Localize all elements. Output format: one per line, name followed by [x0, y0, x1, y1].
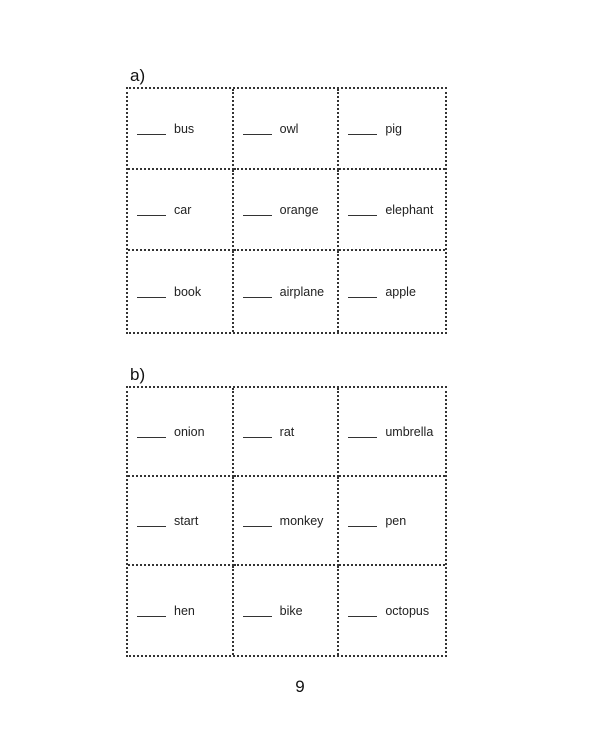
answer-blank[interactable]: [348, 286, 377, 298]
grid-cell: [234, 566, 340, 655]
answer-blank[interactable]: [137, 204, 166, 216]
word-label: onion: [174, 424, 205, 439]
word-grid-b: [126, 386, 447, 657]
answer-blank[interactable]: [137, 426, 166, 438]
grid-cell: [339, 477, 445, 566]
grid-cell: [234, 477, 340, 566]
word-label: bus: [174, 121, 195, 136]
word-label: start: [174, 513, 199, 528]
grid-cell: [234, 388, 340, 477]
grid-cell: [234, 170, 340, 251]
grid-cell: [128, 170, 234, 251]
word-label: pen: [385, 513, 407, 528]
answer-blank[interactable]: [348, 426, 377, 438]
grid-cell: [339, 388, 445, 477]
grid-cell: [128, 89, 234, 170]
grid-cell: [339, 89, 445, 170]
word-label: airplane: [279, 284, 325, 299]
word-label: book: [174, 284, 202, 299]
grid-cell: [339, 566, 445, 655]
word-label: owl: [279, 121, 299, 136]
word-label: octopus: [385, 603, 430, 618]
word-label: orange: [279, 202, 319, 217]
answer-blank[interactable]: [137, 123, 166, 135]
answer-blank[interactable]: [348, 123, 377, 135]
grid-cell: [128, 251, 234, 332]
grid-cell: [339, 251, 445, 332]
page-number: 9: [295, 677, 305, 696]
answer-blank[interactable]: [243, 204, 272, 216]
answer-blank[interactable]: [243, 286, 272, 298]
grid-cell: [128, 477, 234, 566]
answer-blank[interactable]: [243, 426, 272, 438]
word-label: umbrella: [385, 424, 434, 439]
word-label: rat: [279, 424, 295, 439]
word-label: monkey: [279, 513, 324, 528]
grid-cell: [234, 89, 340, 170]
answer-blank[interactable]: [243, 123, 272, 135]
word-label: apple: [385, 284, 416, 299]
grid-cell: [128, 566, 234, 655]
word-label: hen: [174, 603, 195, 618]
word-grid-a: [126, 87, 447, 334]
answer-blank[interactable]: [243, 515, 272, 527]
word-label: pig: [385, 121, 403, 136]
section-a-label: a): [130, 66, 146, 85]
section-b-label: b): [130, 365, 146, 384]
grid-cell: [234, 251, 340, 332]
answer-blank[interactable]: [137, 605, 166, 617]
answer-blank[interactable]: [137, 286, 166, 298]
word-label: elephant: [385, 202, 434, 217]
answer-blank[interactable]: [348, 204, 377, 216]
answer-blank[interactable]: [137, 515, 166, 527]
grid-cell: [128, 388, 234, 477]
grid-cell: [339, 170, 445, 251]
word-label: car: [174, 202, 192, 217]
answer-blank[interactable]: [348, 515, 377, 527]
answer-blank[interactable]: [348, 605, 377, 617]
word-label: bike: [279, 603, 303, 618]
answer-blank[interactable]: [243, 605, 272, 617]
